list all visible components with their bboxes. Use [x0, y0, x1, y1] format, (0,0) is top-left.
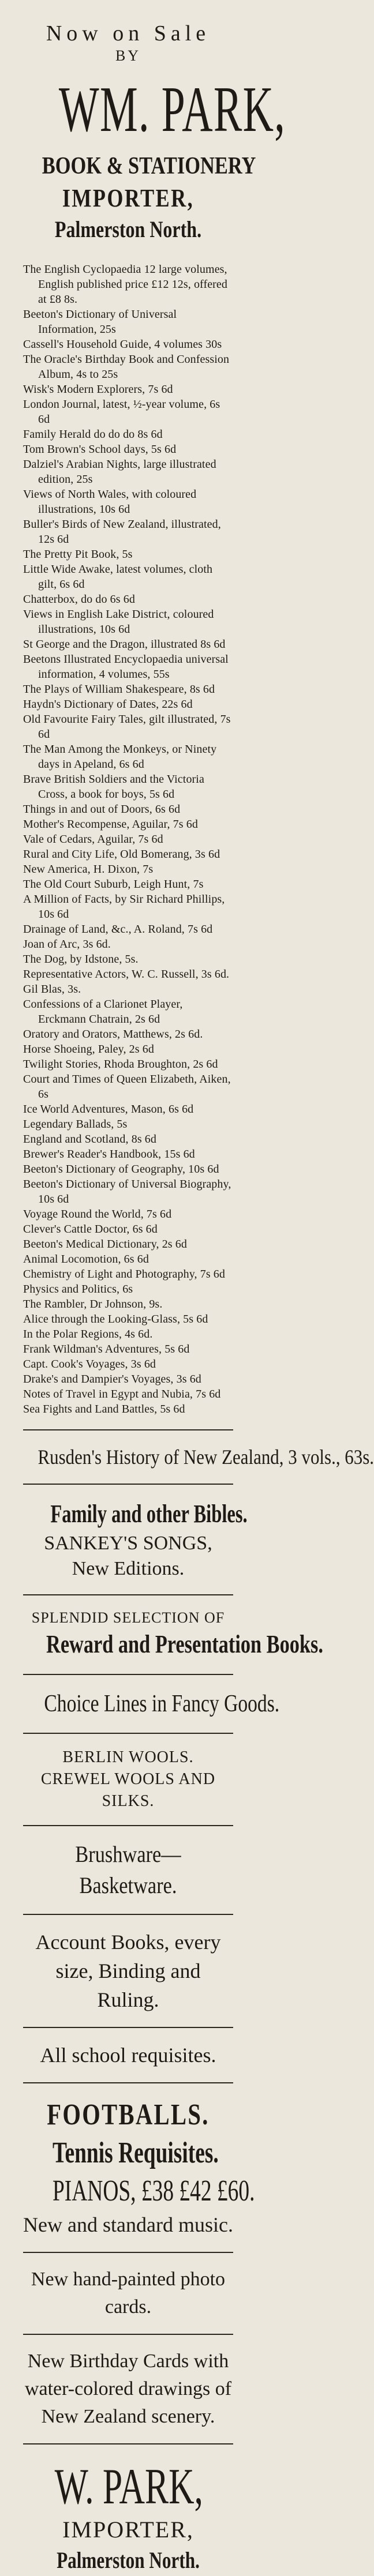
list-item: The Oracle's Birthday Book and Confession Album, 4s to 25s: [23, 353, 230, 381]
list-item: Rural and City Life, Old Bomerang, 3s 6d: [23, 848, 220, 861]
divider: [23, 1733, 233, 1734]
list-item: Gil Blas, 3s.: [23, 983, 81, 996]
list-item: Sea Fights and Land Battles, 5s 6d: [23, 1403, 185, 1415]
list-item: London Journal, latest, ½-year volume, 6s 6d: [23, 398, 220, 426]
divider: [23, 1825, 233, 1826]
list-item: St George and the Dragon, illustrated 8s 6d: [23, 638, 226, 651]
by-label: BY: [115, 47, 141, 64]
crewel-wools-line: CREWEL WOOLS AND SILKS.: [40, 1770, 216, 1810]
divider: [23, 2443, 233, 2444]
list-item: The Pretty Pit Book, 5s: [23, 548, 133, 561]
list-item: Legendary Ballads, 5s: [23, 1118, 128, 1131]
list-item: Horse Shoeing, Paley, 2s 6d: [23, 1043, 154, 1056]
music-line: New and standard music.: [23, 2213, 233, 2236]
footer-location-title: Palmerston North.: [57, 2547, 200, 2573]
list-item: Beeton's Dictionary of Universal Information, 25s: [23, 308, 177, 336]
school-requisites-line: All school requisites.: [40, 2044, 216, 2067]
list-item: Oratory and Orators, Matthews, 2s 6d.: [23, 1028, 203, 1041]
splendid-selection-label: SPLENDID SELECTION OF: [31, 1609, 225, 1626]
list-item: Mother's Recompense, Aguilar, 7s 6d: [23, 818, 198, 831]
account-books-line: Account Books, every size, Binding and Ruling.: [35, 1931, 221, 2011]
list-item: The Old Court Suburb, Leigh Hunt, 7s: [23, 878, 204, 891]
list-item: Chatterbox, do do 6s 6d: [23, 593, 135, 606]
list-item: Drake's and Dampier's Voyages, 3s 6d: [23, 1373, 201, 1385]
list-item: Old Favourite Fairy Tales, gilt illustrated, 7s 6d: [23, 713, 231, 741]
divider: [23, 2252, 233, 2253]
list-item: New America, H. Dixon, 7s: [23, 863, 154, 876]
list-item: Drainage of Land, &c., A. Roland, 7s 6d: [23, 923, 213, 936]
footballs-heading: FOOTBALLS.: [47, 2098, 210, 2131]
list-item: Wisk's Modern Explorers, 7s 6d: [23, 383, 173, 396]
list-item: The Plays of William Shakespeare, 8s 6d: [23, 683, 215, 696]
list-item: Joan of Arc, 3s 6d.: [23, 938, 111, 951]
list-item: Alice through the Looking-Glass, 5s 6d: [23, 1313, 208, 1325]
brushware-line: Brushware—Basketware.: [75, 1841, 181, 1898]
list-item: Little Wide Awake, latest volumes, cloth gilt, 6s 6d: [23, 563, 213, 591]
list-item: Ice World Adventures, Mason, 6s 6d: [23, 1103, 194, 1116]
list-item: Tom Brown's School days, 5s 6d: [23, 443, 177, 456]
list-item: Voyage Round the World, 7s 6d: [23, 1208, 172, 1221]
list-item: Confessions of a Clarionet Player, Erckmann Chatrain, 2s 6d: [23, 998, 183, 1026]
berlin-wools-line: BERLIN WOOLS.: [62, 1748, 194, 1766]
list-item: Haydn's Dictionary of Dates, 22s 6d: [23, 698, 193, 711]
list-item: In the Polar Regions, 4s 6d.: [23, 1328, 153, 1340]
divider: [23, 1914, 233, 1915]
list-item: Animal Locomotion, 6s 6d: [23, 1253, 149, 1266]
fancy-goods-line: Choice Lines in Fancy Goods.: [44, 1691, 280, 1717]
list-item: Family Herald do do do 8s 6d: [23, 428, 163, 441]
list-item: Capt. Cook's Voyages, 3s 6d: [23, 1358, 156, 1370]
tennis-heading: Tennis Requisites.: [52, 2136, 219, 2169]
list-item: Beeton's Dictionary of Universal Biography, 10s 6d: [23, 1178, 231, 1206]
now-on-sale-heading: Now on Sale: [46, 21, 211, 46]
list-item: Things in and out of Doors, 6s 6d: [23, 803, 181, 816]
list-item: Views in English Lake District, coloured illustrations, 10s 6d: [23, 608, 214, 636]
divider: [23, 2334, 233, 2335]
divider: [23, 1674, 233, 1675]
list-item: Vale of Cedars, Aguilar, 7s 6d: [23, 833, 163, 846]
rusden-history-line: Rusden's History of New Zealand, 3 vols., 63s.: [38, 1445, 374, 1469]
list-item: A Million of Facts, by Sir Richard Phillips, 10s 6d: [23, 893, 225, 921]
list-item: Beetons Illustrated Encyclopaedia universal information, 4 volumes, 55s: [23, 653, 229, 681]
list-item: The Rambler, Dr Johnson, 9s.: [23, 1298, 163, 1310]
list-item: Representative Actors, W. C. Russell, 3s 6d.: [23, 968, 230, 981]
importer-title: IMPORTER,: [62, 184, 195, 212]
divider: [23, 1429, 233, 1430]
list-item: The Dog, by Idstone, 5s.: [23, 953, 139, 966]
list-item: Beeton's Dictionary of Geography, 10s 6d: [23, 1163, 219, 1176]
list-item: Notes of Travel in Egypt and Nubia, 7s 6d: [23, 1388, 221, 1400]
reward-books-heading: Reward and Presentation Books.: [46, 1630, 323, 1658]
list-item: Cassell's Household Guide, 4 volumes 30s: [23, 338, 222, 351]
divider: [23, 1594, 233, 1595]
family-bibles-heading: Family and other Bibles.: [50, 1500, 248, 1528]
list-item: Physics and Politics, 6s: [23, 1283, 133, 1295]
list-item: The Man Among the Monkeys, or Ninety days in Apeland, 6s 6d: [23, 743, 217, 771]
birthday-cards-line: New Birthday Cards with water-colored drawings of New Zealand scenery.: [24, 2350, 232, 2427]
list-item: Views of North Wales, with coloured illustrations, 10s 6d: [23, 488, 197, 516]
divider: [23, 2027, 233, 2028]
photo-cards-line: New hand-painted photo cards.: [31, 2269, 226, 2318]
list-item: Chemistry of Light and Photography, 7s 6d: [23, 1268, 225, 1281]
list-item: The English Cyclopaedia 12 large volumes, English published price £12 12s, offered at £8 8s.: [23, 263, 228, 306]
pianos-heading: PIANOS, £38 £42 £60.: [52, 2175, 255, 2207]
footer-merchant-name: W. PARK,: [54, 2459, 203, 2515]
divider: [23, 2082, 233, 2083]
footer-importer-title: IMPORTER,: [62, 2517, 194, 2543]
list-item: Frank Wildman's Adventures, 5s 6d: [23, 1343, 190, 1355]
list-item: Twilight Stories, Rhoda Broughton, 2s 6d: [23, 1058, 218, 1071]
list-item: Brave British Soldiers and the Victoria Cross, a book for boys, 5s 6d: [23, 773, 204, 801]
list-item: England and Scotland, 8s 6d: [23, 1133, 157, 1146]
business-title: BOOK & STATIONERY: [42, 153, 256, 179]
list-item: Court and Times of Queen Elizabeth, Aiken, 6s: [23, 1073, 231, 1101]
list-item: Clever's Cattle Doctor, 6s 6d: [23, 1223, 158, 1236]
divider: [23, 1484, 233, 1485]
list-item: Beeton's Medical Dictionary, 2s 6d: [23, 1238, 187, 1251]
list-item: Brewer's Reader's Handbook, 15s 6d: [23, 1148, 195, 1161]
list-item: Buller's Birds of New Zealand, illustrated, 12s 6d: [23, 518, 221, 546]
merchant-name: WM. PARK,: [58, 74, 286, 145]
sankey-songs-line: SANKEY'S SONGS, New Editions.: [44, 1533, 212, 1579]
list-item: Dalziel's Arabian Nights, large illustrated edition, 25s: [23, 458, 216, 486]
book-list: [23, 262, 233, 1417]
location-title: Palmerston North.: [54, 216, 202, 242]
